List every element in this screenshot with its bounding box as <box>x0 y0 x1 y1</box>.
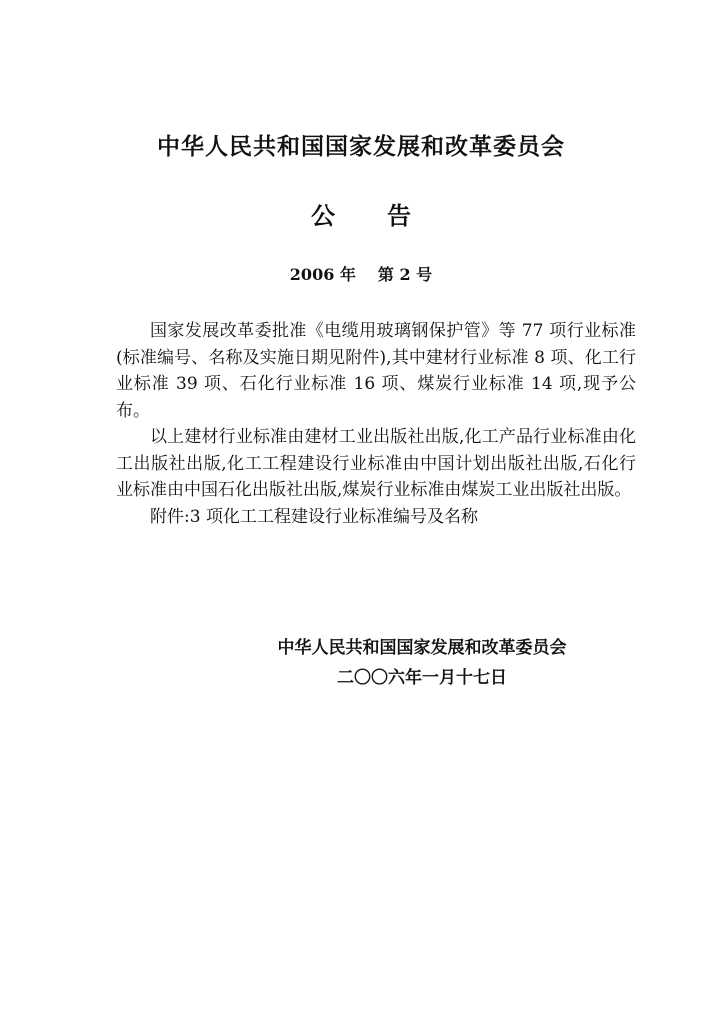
paragraph-approval: 国家发展改革委批准《电缆用玻璃钢保护管》等 77 项行业标准(标准编号、名称及实施日期见附件),其中建材行业标准 8 项、化工行业标准 39 项、石化行业标准 16 项、煤炭行业标准 14 项,现予公布。 <box>116 321 636 421</box>
signature-date: 二〇〇六年一月十七日 <box>337 668 507 688</box>
issue-year: 2006 年 <box>289 265 356 284</box>
signature-block <box>262 633 582 693</box>
paragraph-publishers: 以上建材行业标准由建材工业出版社出版,化工产品行业标准由化工出版社出版,化工工程建设行业标准由中国计划出版社出版,石化行业标准由中国石化出版社出版,煤炭行业标准由煤炭工业出版社出版。 <box>116 427 636 500</box>
paragraph-attachment: 附件:3 项化工工程建设行业标准编号及名称 <box>150 506 478 527</box>
issue-line <box>0 262 722 285</box>
notice-title: 公告 <box>311 202 463 230</box>
notice-body <box>116 318 636 530</box>
signature-org: 中华人民共和国国家发展和改革委员会 <box>277 638 567 658</box>
issue-number: 第 2 号 <box>377 265 433 284</box>
document-org-title: 中华人民共和国国家发展和改革委员会 <box>157 134 565 160</box>
